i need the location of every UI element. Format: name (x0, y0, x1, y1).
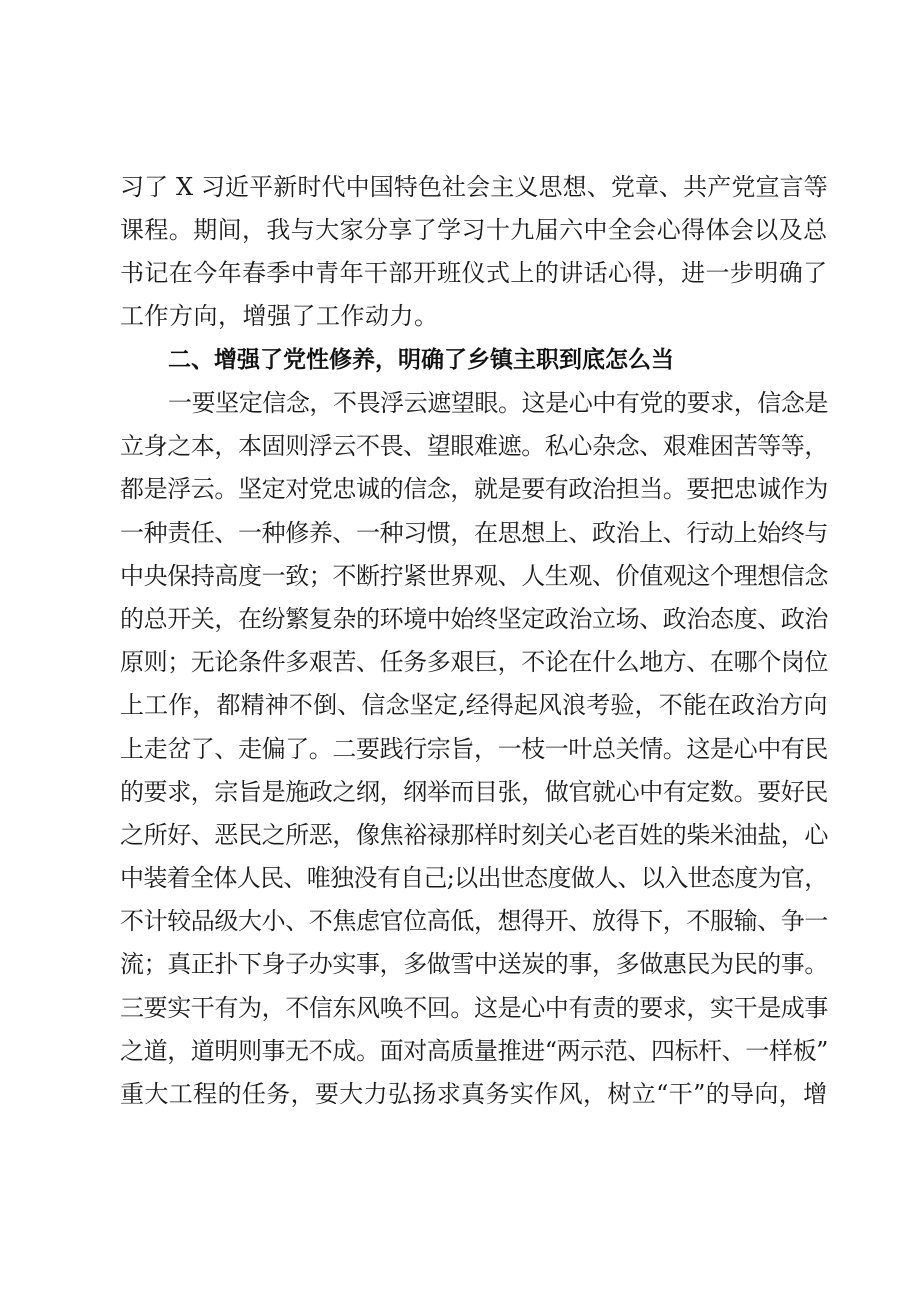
body-line-16: 之道，道明则事无不成。面对高质量推进“两示范、四标杆、一样板” (120, 1037, 829, 1065)
intro-line-2: 课程。期间，我与大家分享了学习十九届六中全会心得体会以及总 (120, 216, 828, 244)
body-line-3: 都是浮云。坚定对党忠诚的信念，就是要有政治担当。要把忠诚作为 (120, 475, 828, 503)
body-line-12: 中装着全体人民、唯独没有自己;以出世态度做人、以入世态度为官， (120, 864, 828, 892)
intro-line-4: 工作方向，增强了工作动力。 (120, 302, 439, 330)
body-line-11: 之所好、恶民之所恶，像焦裕禄那样时刻关心老百姓的柴米油盐，心 (120, 821, 828, 849)
intro-line-3: 书记在今年春季中青年干部开班仪式上的讲话心得，进一步明确了 (120, 259, 828, 287)
body-line-2: 立身之本，本固则浮云不畏、望眼难遮。私心杂念、艰难困苦等等， (120, 432, 828, 460)
body-line-8: 上工作，都精神不倒、信念坚定,经得起风浪考验，不能在政治方向 (120, 691, 828, 719)
body-line-4: 一种责任、一种修养、一种习惯，在思想上、政治上、行动上始终与 (120, 519, 828, 547)
body-line-15: 三要实干有为，不信东风唤不回。这是心中有责的要求，实干是成事 (120, 994, 828, 1022)
body-line-6: 的总开关，在纷繁复杂的环境中始终坚定政治立场、政治态度、政治 (120, 605, 828, 633)
section-heading: 二、增强了党性修养，明确了乡镇主职到底怎么当 (168, 347, 674, 373)
body-line-13: 不计较品级大小、不焦虑官位高低，想得开、放得下，不服输、争一 (120, 907, 828, 935)
body-line-1: 一要坚定信念，不畏浮云遮望眼。这是心中有党的要求，信念是 (168, 389, 828, 417)
body-line-7: 原则；无论条件多艰苦、任务多艰巨，不论在什么地方、在哪个岗位 (120, 648, 828, 676)
body-line-17: 重大工程的任务，要大力弘扬求真务实作风，树立“干”的导向，增 (120, 1080, 828, 1108)
intro-line-1: 习了 X 习近平新时代中国特色社会主义思想、党章、共产党宣言等 (120, 173, 828, 201)
body-line-14: 流；真正扑下身子办实事，多做雪中送炭的事，多做惠民为民的事。 (120, 950, 828, 978)
body-line-10: 的要求，宗旨是施政之纲，纲举而目张，做官就心中有定数。要好民 (120, 778, 828, 806)
body-line-9: 上走岔了、走偏了。二要践行宗旨，一枝一叶总关情。这是心中有民 (120, 735, 828, 763)
body-line-5: 中央保持高度一致；不断拧紧世界观、人生观、价值观这个理想信念 (120, 562, 828, 590)
